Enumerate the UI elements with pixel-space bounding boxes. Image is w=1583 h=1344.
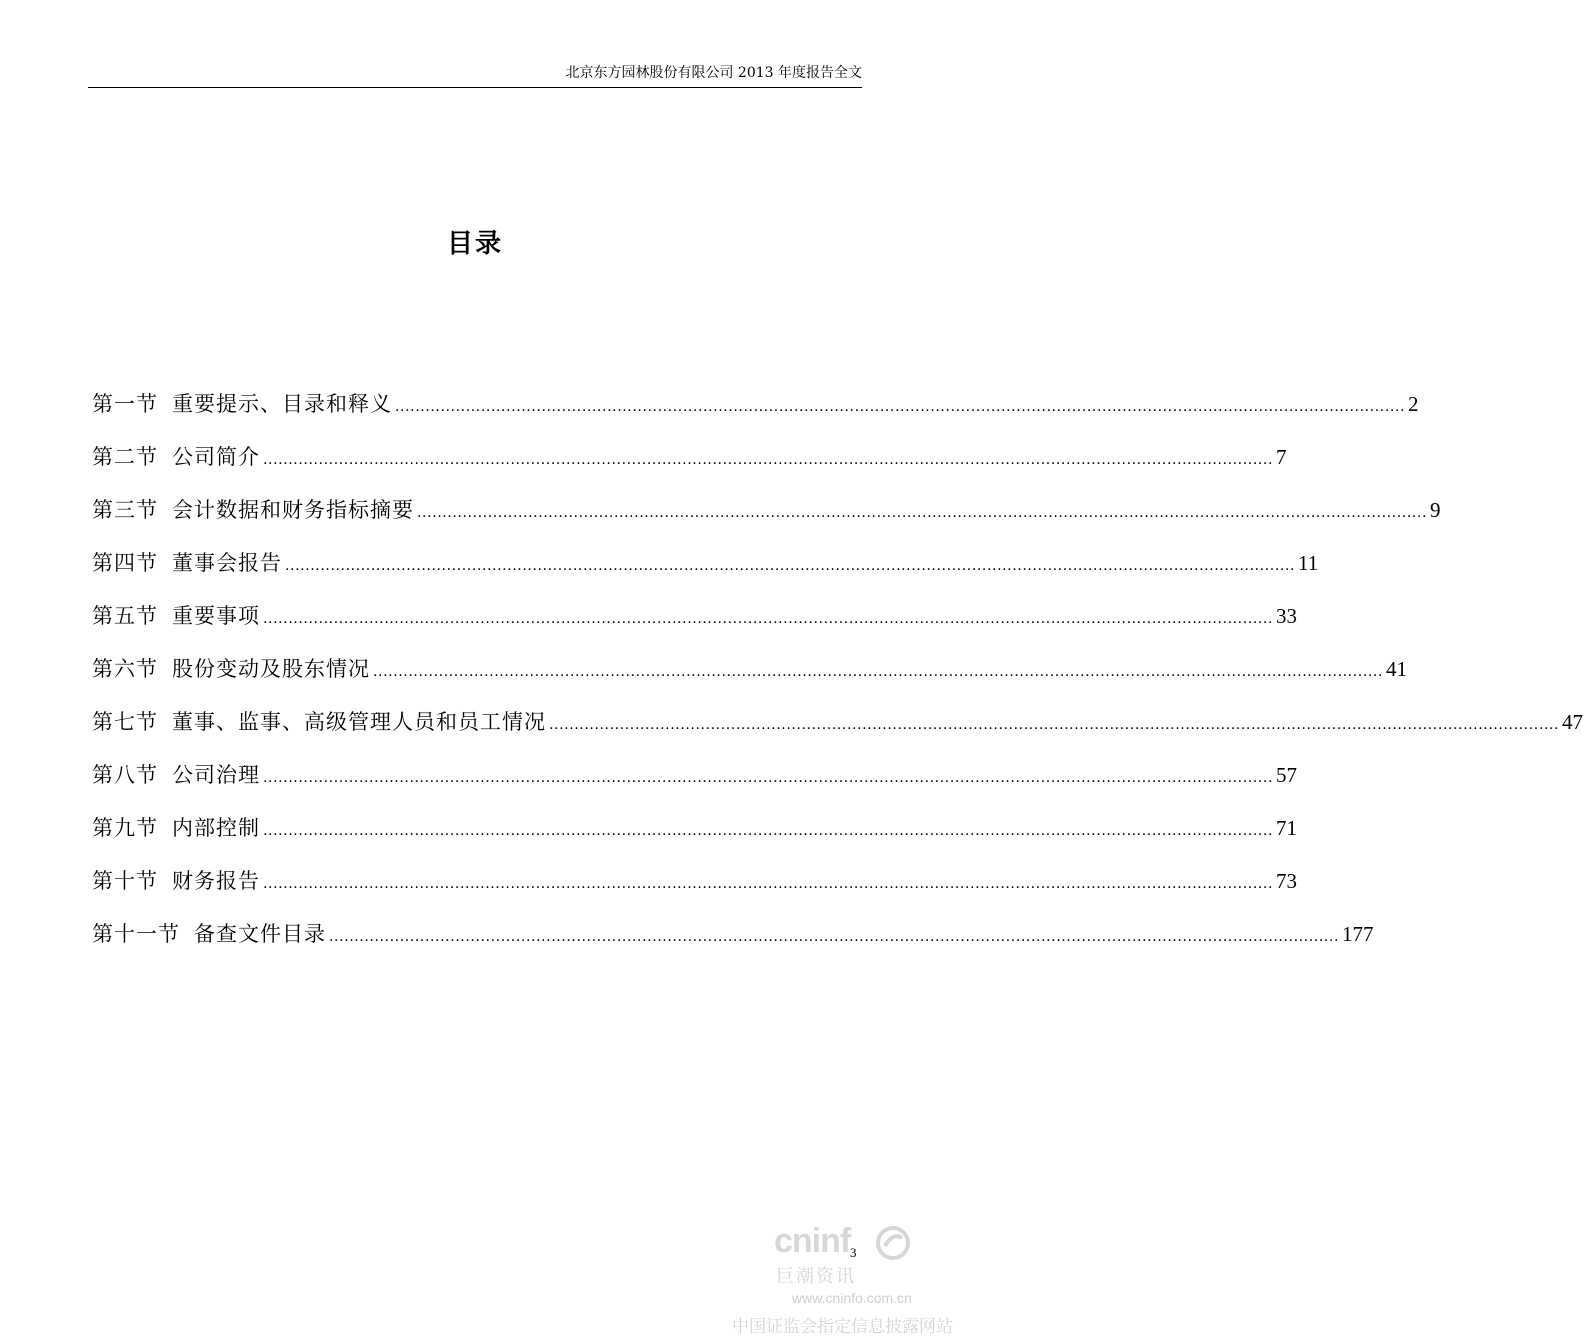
toc-entry[interactable] [92,494,1441,547]
toc-page-number: 71 [1276,816,1298,840]
running-header: 北京东方园林股份有限公司 2013 年度报告全文 [565,65,862,81]
toc-section-number: 第十节 [92,869,158,893]
cninfo-chinese-name: 巨潮资讯 [776,1266,856,1287]
cninfo-description: 中国证监会指定信息披露网站 [732,1317,953,1337]
toc-section-title: 股份变动及股东情况 [172,657,370,681]
toc-dot-leader: ........................................................................................................................................................................................................ [417,505,1428,521]
page-title: 目录 [446,229,503,259]
toc-section-number: 第五节 [92,604,158,628]
toc-page-number: 41 [1386,657,1408,681]
cninfo-logo-icon [876,1226,910,1260]
toc-section-title: 公司治理 [172,763,260,787]
toc-section-number: 第四节 [92,551,158,575]
table-of-contents [92,388,1583,971]
cninfo-logo-text: cninf [774,1222,851,1260]
toc-section-number: 第六节 [92,657,158,681]
toc-entry[interactable] [92,812,1298,865]
toc-entry[interactable] [92,441,1287,494]
toc-entry[interactable] [92,653,1408,706]
toc-page-number: 47 [1562,710,1583,734]
toc-section-title: 内部控制 [172,816,260,840]
toc-page-number: 2 [1408,392,1419,416]
toc-entry[interactable] [92,759,1298,812]
toc-page-number: 11 [1298,551,1319,575]
toc-entry[interactable] [92,865,1298,918]
toc-section-title: 董事、监事、高级管理人员和员工情况 [172,710,546,734]
page-number: 3 [850,1245,857,1260]
toc-dot-leader: ........................................................................................................................................................................................................ [549,717,1560,733]
cninfo-watermark [730,1222,953,1340]
toc-dot-leader: ........................................................................................................................................................................................................ [285,558,1296,574]
toc-section-title: 董事会报告 [172,551,282,575]
toc-section-number: 第九节 [92,816,158,840]
toc-entry[interactable] [92,388,1419,441]
toc-entry[interactable] [92,600,1298,653]
toc-dot-leader: ........................................................................................................................................................................................................ [263,611,1274,627]
toc-dot-leader: ........................................................................................................................................................................................................ [263,452,1274,468]
toc-section-title: 备查文件目录 [194,922,326,946]
toc-page-number: 9 [1430,498,1441,522]
toc-entry[interactable] [92,918,1374,971]
toc-page-number: 73 [1276,869,1298,893]
toc-section-number: 第十一节 [92,922,180,946]
toc-dot-leader: ........................................................................................................................................................................................................ [263,770,1274,786]
toc-section-number: 第一节 [92,392,158,416]
toc-page-number: 177 [1342,922,1374,946]
toc-entry[interactable] [92,706,1583,759]
cninfo-url: www.cninfo.com.cn [792,1290,912,1306]
toc-section-title: 财务报告 [172,869,260,893]
toc-section-number: 第八节 [92,763,158,787]
toc-dot-leader: ........................................................................................................................................................................................................ [329,929,1340,945]
toc-page-number: 7 [1276,445,1287,469]
toc-section-title: 重要提示、目录和释义 [172,392,392,416]
toc-dot-leader: ........................................................................................................................................................................................................ [263,876,1274,892]
toc-entry[interactable] [92,547,1319,600]
toc-section-number: 第七节 [92,710,158,734]
toc-dot-leader: ........................................................................................................................................................................................................ [395,399,1406,415]
toc-dot-leader: ........................................................................................................................................................................................................ [373,664,1384,680]
toc-section-title: 公司简介 [172,445,260,469]
toc-section-title: 会计数据和财务指标摘要 [172,498,414,522]
toc-page-number: 33 [1276,604,1298,628]
toc-section-title: 重要事项 [172,604,260,628]
toc-section-number: 第三节 [92,498,158,522]
header-rule [88,87,862,88]
toc-section-number: 第二节 [92,445,158,469]
toc-page-number: 57 [1276,763,1298,787]
toc-dot-leader: ........................................................................................................................................................................................................ [263,823,1274,839]
